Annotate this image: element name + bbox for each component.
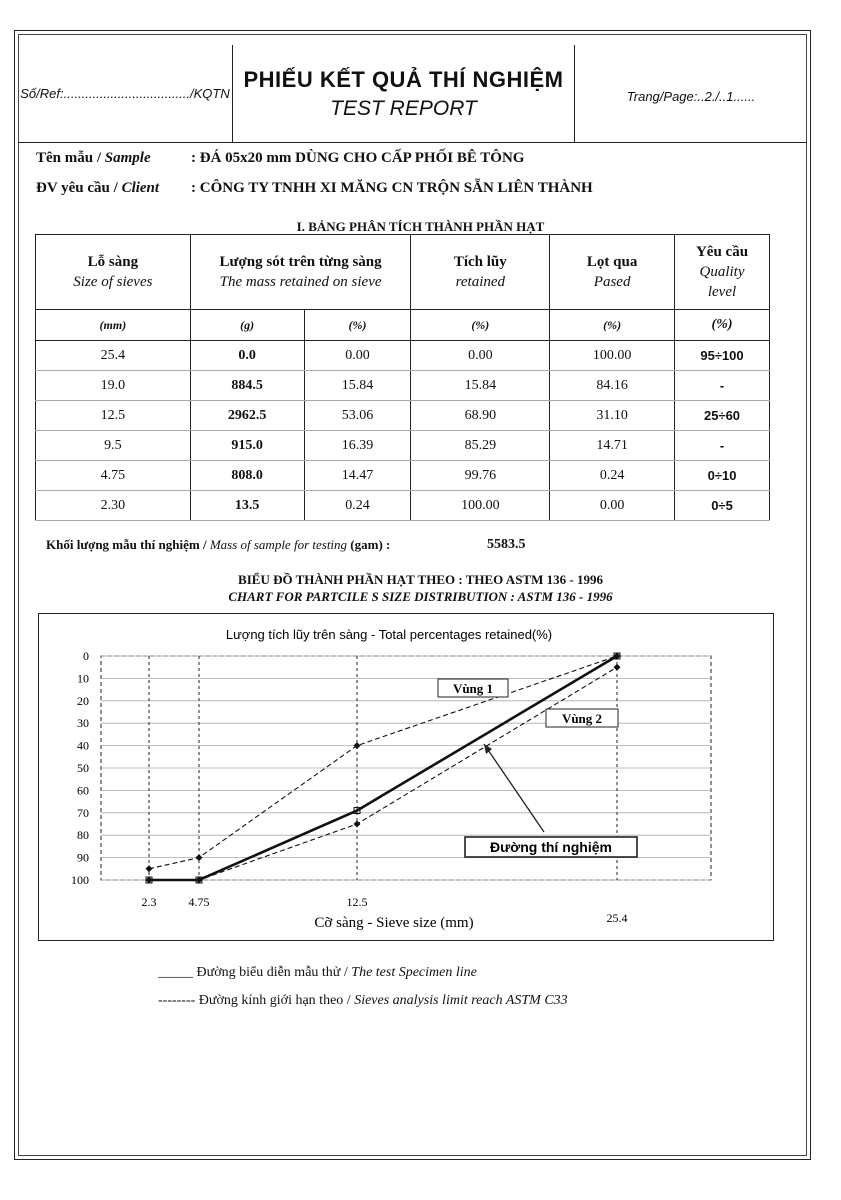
cell-cumulative: 68.90 <box>411 401 550 431</box>
col-header-mass: Lượng sót trên từng sàng The mass retained on sieve <box>190 235 411 310</box>
y-tick-label: 100 <box>71 873 89 887</box>
cell-size: 19.0 <box>36 371 191 401</box>
cell-size: 2.30 <box>36 491 191 521</box>
cell-mass: 915.0 <box>190 431 304 461</box>
unit-cell: (%) <box>550 310 675 341</box>
cell-cumulative: 99.76 <box>411 461 550 491</box>
y-tick-label: 60 <box>77 783 89 798</box>
data-point <box>614 664 621 671</box>
cell-requirement: - <box>675 371 770 401</box>
y-tick-label: 40 <box>77 738 89 753</box>
cell-pct: 0.00 <box>304 341 411 371</box>
cell-cumulative: 100.00 <box>411 491 550 521</box>
chart-xlabel: Cỡ sàng - Sieve size (mm) <box>314 915 474 931</box>
col-header-size: Lỗ sàng Size of sieves <box>36 235 191 310</box>
legend-solid: _____ Đường biểu diễn mẫu thử / The test Specimen line <box>158 965 477 980</box>
data-point <box>354 821 361 828</box>
cell-passed: 14.71 <box>550 431 675 461</box>
ref-number: Số/Ref:.................................../KQTN <box>18 45 233 142</box>
y-tick-label: 0 <box>83 649 89 663</box>
cell-passed: 31.10 <box>550 401 675 431</box>
cell-requirement: - <box>675 431 770 461</box>
units-row <box>36 310 770 341</box>
chart-svg <box>39 614 773 940</box>
client-line <box>36 180 593 197</box>
chart-title-vi: BIỂU ĐỒ THÀNH PHẦN HẠT THEO : THEO ASTM 136 - 1996 <box>238 572 603 587</box>
cell-requirement: 25÷60 <box>675 401 770 431</box>
cell-mass: 13.5 <box>190 491 304 521</box>
chart-title-en: CHART FOR PARTCILE S SIZE DISTRIBUTION : ASTM 136 - 1996 <box>228 589 613 604</box>
cell-size: 25.4 <box>36 341 191 371</box>
cell-size: 9.5 <box>36 431 191 461</box>
data-point <box>354 742 361 749</box>
report-title <box>233 45 575 142</box>
section-title: I. BẢNG PHÂN TÍCH THÀNH PHẦN HẠT <box>296 219 545 234</box>
col-header-cumulative: Tích lũy retained <box>411 235 550 310</box>
y-tick-label: 10 <box>77 671 89 686</box>
table-row <box>36 491 770 521</box>
y-tick-label: 80 <box>77 828 89 843</box>
sample-label: Tên mẫu / Sample <box>36 150 151 166</box>
x-tick-label: 4.75 <box>188 895 210 909</box>
client-label: ĐV yêu cầu / Client <box>36 180 160 196</box>
unit-cell: (%) <box>304 310 411 341</box>
unit-cell: (%) <box>675 310 770 341</box>
title-vi: PHIẾU KẾT QUẢ THÍ NGHIỆM <box>243 66 564 92</box>
table-row <box>36 461 770 491</box>
cell-size: 4.75 <box>36 461 191 491</box>
grain-analysis-table <box>35 234 770 521</box>
cell-pct: 53.06 <box>304 401 411 431</box>
cell-size: 12.5 <box>36 401 191 431</box>
x-tick-label: 12.5 <box>346 895 368 909</box>
cell-passed: 0.00 <box>550 491 675 521</box>
cell-cumulative: 0.00 <box>411 341 550 371</box>
data-point <box>146 865 153 872</box>
legend-dashed: -------- Đường kính giới hạn theo / Sieves analysis limit reach ASTM C33 <box>158 993 568 1008</box>
chart-title: Lượng tích lũy trên sàng - Total percentages retained(%) <box>225 627 553 642</box>
cell-cumulative: 15.84 <box>411 371 550 401</box>
cell-pct: 15.84 <box>304 371 411 401</box>
y-tick-label: 50 <box>77 761 89 775</box>
y-tick-label: 30 <box>77 716 89 731</box>
y-tick-label: 20 <box>77 693 89 708</box>
series-label: Đường thí nghiệm <box>490 839 612 855</box>
series-label: Vùng 1 <box>452 681 494 696</box>
y-tick-label: 90 <box>77 850 89 865</box>
sample-line <box>36 150 524 167</box>
cell-pct: 0.24 <box>304 491 411 521</box>
cell-pct: 14.47 <box>304 461 411 491</box>
table-row <box>36 431 770 461</box>
cell-requirement: 0÷5 <box>675 491 770 521</box>
cell-mass: 808.0 <box>190 461 304 491</box>
unit-cell: (mm) <box>36 310 191 341</box>
cell-requirement: 0÷10 <box>675 461 770 491</box>
col-header-passed: Lọt qua Pased <box>550 235 675 310</box>
sample-value: : ĐÁ 05x20 mm DÙNG CHO CẤP PHỐI BÊ TÔNG <box>191 150 525 166</box>
series-label: Vùng 2 <box>561 711 603 726</box>
sample-mass-label: Khối lượng mẫu thí nghiệm / Mass of sample for testing (gam) : <box>46 537 391 552</box>
x-tick-label: 2.3 <box>141 895 157 909</box>
report-header <box>18 45 807 143</box>
cell-mass: 2962.5 <box>190 401 304 431</box>
unit-cell: (g) <box>190 310 304 341</box>
table-header-row <box>36 235 770 310</box>
cell-mass: 884.5 <box>190 371 304 401</box>
callout-arrow <box>484 744 544 832</box>
x-tick-label: 25.4 <box>606 911 628 925</box>
chart-y-ticks <box>71 649 89 887</box>
grain-size-chart <box>38 613 774 941</box>
cell-passed: 100.00 <box>550 341 675 371</box>
cell-cumulative: 85.29 <box>411 431 550 461</box>
sample-mass-value: 5583.5 <box>487 537 526 552</box>
cell-pct: 16.39 <box>304 431 411 461</box>
client-value: : CÔNG TY TNHH XI MĂNG CN TRỘN SẴN LIÊN THÀNH <box>191 180 593 196</box>
page-number: Trang/Page:..2./..1...... <box>626 89 756 104</box>
col-header-quality: Yêu cầu Quality level <box>675 235 770 310</box>
table-row <box>36 371 770 401</box>
data-point <box>196 854 203 861</box>
cell-passed: 84.16 <box>550 371 675 401</box>
title-en: TEST REPORT <box>330 96 477 120</box>
table-row <box>36 341 770 371</box>
cell-requirement: 95÷100 <box>675 341 770 371</box>
unit-cell: (%) <box>411 310 550 341</box>
cell-passed: 0.24 <box>550 461 675 491</box>
y-tick-label: 70 <box>77 805 89 820</box>
cell-mass: 0.0 <box>190 341 304 371</box>
table-row <box>36 401 770 431</box>
